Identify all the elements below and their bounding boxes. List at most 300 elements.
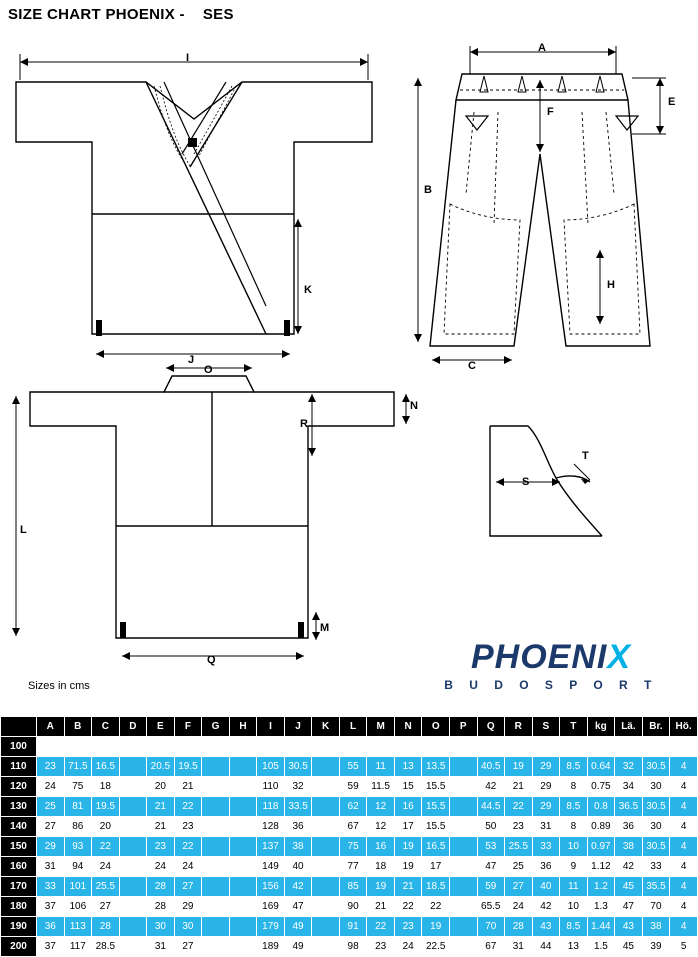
dimension-label-i: I [186,52,190,64]
table-cell: 30.5 [642,757,670,777]
table-row [1,757,698,777]
table-cell [312,857,340,877]
table-cell: 27 [37,817,65,837]
table-cell: 28.5 [92,937,120,957]
table-cell [119,917,147,937]
table-cell [394,737,422,757]
table-cell [119,857,147,877]
table-cell [92,737,120,757]
table-cell: 31 [37,857,65,877]
table-cell: 22 [367,917,395,937]
row-size-label: 160 [1,857,37,877]
jacket-back-diagram [4,364,424,669]
dimension-label-a: A [538,42,546,54]
table-cell [119,777,147,797]
table-cell: 94 [64,857,92,877]
table-cell: 45 [615,937,643,957]
dimension-label-b: B [424,184,432,196]
table-cell: 91 [339,917,367,937]
table-cell: 1.44 [587,917,615,937]
table-header-m: M [367,717,395,737]
table-cell: 19 [422,917,450,937]
table-cell: 0.97 [587,837,615,857]
table-cell: 11 [560,877,588,897]
table-cell: 25 [37,797,65,817]
table-cell: 93 [64,837,92,857]
table-cell: 36 [284,817,312,837]
table-header-b: B [64,717,92,737]
table-cell: 18 [92,777,120,797]
table-cell [119,797,147,817]
table-cell [642,737,670,757]
table-header-o: O [422,717,450,737]
table-cell: 37 [37,897,65,917]
table-cell [202,857,230,877]
table-cell: 34 [615,777,643,797]
pants-diagram [410,34,694,379]
table-cell: 40.5 [477,757,505,777]
table-cell [312,737,340,757]
table-cell: 1.2 [587,877,615,897]
table-header-p: P [449,717,477,737]
dimension-label-n: N [410,400,418,412]
table-cell [422,737,450,757]
table-cell [449,797,477,817]
table-cell: 36 [615,817,643,837]
table-cell [229,797,257,817]
table-cell: 40 [532,877,560,897]
table-cell: 49 [284,917,312,937]
table-cell [119,897,147,917]
table-cell: 55 [339,757,367,777]
table-cell: 8.5 [560,797,588,817]
table-cell: 30.5 [284,757,312,777]
brand-name-main: PHOENI [470,638,608,676]
dimension-label-q: Q [207,654,216,666]
page-title-sub: SES [202,6,234,23]
table-cell: 24 [505,897,533,917]
table-cell: 32 [284,777,312,797]
table-cell: 29 [532,777,560,797]
table-cell: 24 [37,777,65,797]
table-cell: 106 [64,897,92,917]
table-cell [532,737,560,757]
table-cell [37,737,65,757]
table-cell: 12 [367,797,395,817]
table-cell: 16.5 [422,837,450,857]
table-cell: 70 [642,897,670,917]
table-cell: 4 [670,837,698,857]
table-cell: 43 [615,917,643,937]
table-cell [312,817,340,837]
dimension-label-m: M [320,622,330,634]
table-cell: 19.5 [92,797,120,817]
table-cell: 18 [367,857,395,877]
table-cell: 85 [339,877,367,897]
table-cell: 15 [394,777,422,797]
table-cell: 16 [394,797,422,817]
table-cell: 38 [642,917,670,937]
table-cell: 11.5 [367,777,395,797]
table-cell [229,857,257,877]
brand-tagline: B U D O S P O R T [444,678,658,692]
table-cell: 25 [505,857,533,877]
table-header-j: J [284,717,312,737]
dimension-label-l: L [20,524,27,536]
table-cell: 0.89 [587,817,615,837]
dimension-label-k: K [304,284,312,296]
table-cell [202,897,230,917]
table-header-r: R [505,717,533,737]
table-cell [477,737,505,757]
table-cell: 10 [560,837,588,857]
table-cell [367,737,395,757]
table-row [1,937,698,957]
table-cell: 4 [670,857,698,877]
table-cell: 22 [394,897,422,917]
brand-name-accent: X [607,638,632,676]
table-cell: 31 [147,937,175,957]
table-cell: 28 [147,897,175,917]
table-cell: 62 [339,797,367,817]
table-cell: 47 [477,857,505,877]
table-cell [229,757,257,777]
table-cell: 42 [477,777,505,797]
table-cell [119,817,147,837]
table-cell: 47 [284,897,312,917]
table-cell: 23 [174,817,202,837]
table-cell: 30.5 [642,837,670,857]
table-cell: 32 [615,757,643,777]
table-cell: 13 [394,757,422,777]
page-title [8,6,234,23]
table-cell: 28 [92,917,120,937]
table-row [1,817,698,837]
table-cell: 22 [505,797,533,817]
table-cell [312,777,340,797]
table-cell: 30 [174,917,202,937]
dimension-label-j: J [188,354,195,366]
dimension-label-h: H [607,279,615,291]
table-cell: 31 [532,817,560,837]
table-cell: 49 [284,937,312,957]
table-cell: 117 [64,937,92,957]
table-cell: 0.75 [587,777,615,797]
table-cell: 81 [64,797,92,817]
table-cell [312,797,340,817]
table-cell: 10 [560,897,588,917]
table-header-q: Q [477,717,505,737]
table-cell: 67 [477,937,505,957]
table-cell: 21 [394,877,422,897]
table-cell: 4 [670,757,698,777]
table-cell: 33.5 [284,797,312,817]
table-cell: 128 [257,817,285,837]
table-cell: 189 [257,937,285,957]
table-cell: 67 [339,817,367,837]
table-cell [449,777,477,797]
table-cell [449,817,477,837]
table-cell: 110 [257,777,285,797]
table-header-kg: kg [587,717,615,737]
table-cell: 37 [37,937,65,957]
table-cell [202,737,230,757]
table-cell: 23 [367,937,395,957]
table-cell: 16 [367,837,395,857]
table-cell: 105 [257,757,285,777]
table-cell: 19 [505,757,533,777]
table-cell: 149 [257,857,285,877]
collar-detail-diagram [470,420,630,555]
table-cell: 29 [174,897,202,917]
table-cell: 30 [642,817,670,837]
table-cell: 22 [92,837,120,857]
table-cell [202,837,230,857]
table-cell: 77 [339,857,367,877]
table-cell: 23 [37,757,65,777]
table-cell: 38 [615,837,643,857]
table-cell: 24 [174,857,202,877]
table-cell: 75 [64,777,92,797]
table-cell: 21 [147,797,175,817]
table-cell [202,777,230,797]
table-cell: 29 [532,797,560,817]
row-size-label: 110 [1,757,37,777]
dimension-label-f: F [547,106,554,118]
table-cell: 22 [422,897,450,917]
table-cell: 30 [147,917,175,937]
table-cell [670,737,698,757]
dimension-label-s: S [522,476,530,488]
dimension-label-c: C [468,360,476,372]
table-cell: 19 [367,877,395,897]
table-cell [312,877,340,897]
table-cell [449,877,477,897]
table-cell [229,737,257,757]
table-cell: 50 [477,817,505,837]
table-cell: 70 [477,917,505,937]
table-cell: 45 [615,877,643,897]
dimension-label-t: T [582,450,589,462]
table-cell: 21 [505,777,533,797]
table-cell: 15.5 [422,817,450,837]
table-cell [147,737,175,757]
row-size-label: 130 [1,797,37,817]
table-header-i: I [257,717,285,737]
table-cell [202,817,230,837]
table-cell [119,757,147,777]
table-cell [449,737,477,757]
table-cell: 8.5 [560,757,588,777]
table-cell: 9 [560,857,588,877]
table-cell: 35.5 [642,877,670,897]
table-cell: 31 [505,937,533,957]
row-size-label: 180 [1,897,37,917]
table-cell [587,737,615,757]
table-cell: 44.5 [477,797,505,817]
table-row [1,897,698,917]
table-cell: 8.5 [560,917,588,937]
table-cell: 21 [174,777,202,797]
table-cell: 29 [37,837,65,857]
table-cell: 59 [477,877,505,897]
table-cell [615,737,643,757]
table-cell: 65.5 [477,897,505,917]
table-header-k: K [312,717,340,737]
table-cell: 8 [560,817,588,837]
table-cell: 27 [505,877,533,897]
table-cell: 20 [147,777,175,797]
table-cell: 19 [394,837,422,857]
table-cell: 0.64 [587,757,615,777]
table-cell: 86 [64,817,92,837]
table-cell [202,937,230,957]
table-cell: 36 [37,917,65,937]
row-size-label: 100 [1,737,37,757]
table-cell: 20.5 [147,757,175,777]
table-cell: 44 [532,937,560,957]
table-header-s: S [532,717,560,737]
table-cell: 33 [532,837,560,857]
dimension-label-o: O [204,364,213,376]
table-cell [312,917,340,937]
table-cell [64,737,92,757]
table-cell: 27 [174,877,202,897]
table-cell [449,857,477,877]
table-header-f: F [174,717,202,737]
table-cell: 16.5 [92,757,120,777]
table-cell [449,837,477,857]
table-row [1,797,698,817]
table-cell: 42 [284,877,312,897]
table-cell: 22 [174,837,202,857]
table-cell: 25.5 [505,837,533,857]
table-header-l: L [339,717,367,737]
table-cell: 28 [147,877,175,897]
table-cell: 22 [174,797,202,817]
table-cell: 4 [670,777,698,797]
table-cell [119,937,147,957]
table-cell: 53 [477,837,505,857]
table-cell: 17 [394,817,422,837]
table-cell: 42 [532,897,560,917]
brand-name [420,640,682,674]
table-cell [339,737,367,757]
table-row [1,737,698,757]
table-cell: 137 [257,837,285,857]
table-cell: 11 [367,757,395,777]
jacket-front-diagram [4,34,404,369]
table-cell: 15.5 [422,797,450,817]
table-cell: 5 [670,937,698,957]
table-cell: 71.5 [64,757,92,777]
table-cell: 90 [339,897,367,917]
table-cell: 20 [92,817,120,837]
table-cell: 33 [37,877,65,897]
table-cell [312,897,340,917]
table-cell: 101 [64,877,92,897]
table-header-c: C [92,717,120,737]
table-cell [257,737,285,757]
row-size-label: 170 [1,877,37,897]
table-cell: 23 [147,837,175,857]
row-size-label: 140 [1,817,37,837]
table-cell: 30.5 [642,797,670,817]
row-size-label: 190 [1,917,37,937]
table-cell: 23 [505,817,533,837]
table-row [1,837,698,857]
table-cell: 30 [642,777,670,797]
table-cell: 98 [339,937,367,957]
row-size-label: 120 [1,777,37,797]
table-header-h: H [229,717,257,737]
table-cell: 21 [147,817,175,837]
table-header-t: T [560,717,588,737]
table-cell: 40 [284,857,312,877]
table-cell: 12 [367,817,395,837]
table-cell [284,737,312,757]
table-cell: 39 [642,937,670,957]
table-cell: 47 [615,897,643,917]
table-cell [119,837,147,857]
brand-logo [420,640,682,692]
table-cell [174,737,202,757]
table-cell: 27 [174,937,202,957]
table-cell: 27 [92,897,120,917]
table-cell: 1.3 [587,897,615,917]
size-chart-table [0,716,698,957]
table-cell [229,817,257,837]
table-cell [229,917,257,937]
table-cell [119,877,147,897]
table-cell: 24 [92,857,120,877]
table-cell: 24 [394,937,422,957]
table-header-d: D [119,717,147,737]
table-cell: 23 [394,917,422,937]
table-cell: 156 [257,877,285,897]
table-cell [449,917,477,937]
table-cell: 8 [560,777,588,797]
table-cell: 29 [532,757,560,777]
table-row [1,917,698,937]
table-cell [505,737,533,757]
table-cell: 28 [505,917,533,937]
table-cell: 118 [257,797,285,817]
table-cell [312,937,340,957]
table-cell: 0.8 [587,797,615,817]
table-cell: 21 [367,897,395,917]
table-cell: 38 [284,837,312,857]
table-cell: 22.5 [422,937,450,957]
table-cell: 43 [532,917,560,937]
table-cell: 18.5 [422,877,450,897]
table-header-row [1,717,698,737]
table-cell [202,757,230,777]
table-header-l: Lä. [615,717,643,737]
table-cell: 4 [670,897,698,917]
table-header-br: Br. [642,717,670,737]
dimension-label-r: R [300,418,308,430]
table-cell: 42 [615,857,643,877]
page-title-main: SIZE CHART PHOENIX - [8,6,185,23]
table-cell [560,737,588,757]
table-header-g: G [202,717,230,737]
table-cell [449,757,477,777]
table-cell [229,777,257,797]
table-cell: 1.5 [587,937,615,957]
row-size-label: 200 [1,937,37,957]
table-cell [312,837,340,857]
